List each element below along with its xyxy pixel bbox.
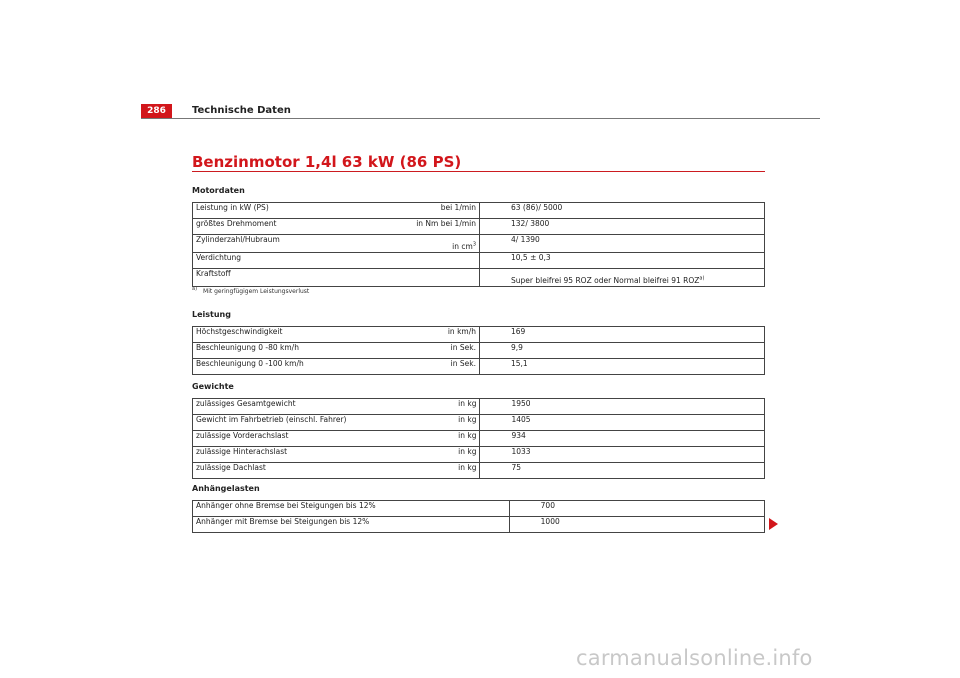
row-label: Anhänger mit Bremse bei Steigungen bis 12% <box>193 517 379 533</box>
row-value: 700 <box>509 501 764 517</box>
footnote-text: Mit geringfügigem Leistungsverlust <box>203 288 310 295</box>
row-label: Beschleunigung 0 -100 km/h <box>193 359 350 375</box>
unit-superscript: 3 <box>472 241 476 248</box>
table-row <box>193 343 765 359</box>
table-row <box>193 463 765 479</box>
row-label: Zylinderzahl/Hubraum <box>193 235 350 253</box>
table-motordaten <box>192 202 765 287</box>
table-row <box>193 203 765 219</box>
row-unit <box>379 517 510 533</box>
row-value: 9,9 <box>480 343 765 359</box>
table-row <box>193 327 765 343</box>
row-value: 1000 <box>509 517 764 533</box>
row-unit <box>349 253 480 269</box>
row-label: Gewicht im Fahrbetrieb (einschl. Fahrer) <box>193 415 350 431</box>
table-row <box>193 235 765 253</box>
row-value: 63 (86)/ 5000 <box>480 203 765 219</box>
watermark: carmanualsonline.info <box>576 646 813 670</box>
row-value: 10,5 ± 0,3 <box>480 253 765 269</box>
row-unit: in kg <box>349 431 480 447</box>
row-value: 169 <box>480 327 765 343</box>
row-value: 1950 <box>480 399 765 415</box>
row-value: 934 <box>480 431 765 447</box>
row-unit: in Sek. <box>349 343 480 359</box>
row-value: 75 <box>480 463 765 479</box>
unit-text: in cm <box>452 242 473 251</box>
row-unit: in kg <box>349 399 480 415</box>
running-title: Technische Daten <box>192 105 291 116</box>
row-value: 1033 <box>480 447 765 463</box>
footnote-marker: a) <box>192 286 198 292</box>
table-gewichte <box>192 398 765 479</box>
header-divider <box>141 118 820 119</box>
row-label: Verdichtung <box>193 253 350 269</box>
section-heading-gewichte: Gewichte <box>192 382 234 391</box>
table-anhaengelasten <box>192 500 765 533</box>
value-text: Super bleifrei 95 ROZ oder Normal bleifrei 91 ROZ <box>511 276 700 285</box>
row-value: 4/ 1390 <box>480 235 765 253</box>
row-unit: in kg <box>349 447 480 463</box>
row-label: Beschleunigung 0 -80 km/h <box>193 343 350 359</box>
row-label: zulässige Vorderachslast <box>193 431 350 447</box>
row-unit: bei 1/min <box>349 203 480 219</box>
row-value <box>480 269 765 287</box>
row-label: Leistung in kW (PS) <box>193 203 350 219</box>
row-value: 15,1 <box>480 359 765 375</box>
row-unit: in Sek. <box>349 359 480 375</box>
row-label: Höchstgeschwindigkeit <box>193 327 350 343</box>
table-row <box>193 501 765 517</box>
row-label: zulässige Dachlast <box>193 463 350 479</box>
footnote-marker: a) <box>699 275 705 282</box>
section-heading-leistung: Leistung <box>192 310 231 319</box>
section-heading-anhaengelasten: Anhängelasten <box>192 484 260 493</box>
triangle-right-icon[interactable] <box>769 518 778 530</box>
table-row <box>193 447 765 463</box>
row-unit: in km/h <box>349 327 480 343</box>
row-value: 1405 <box>480 415 765 431</box>
table-row <box>193 269 765 287</box>
row-label: Kraftstoff <box>193 269 350 287</box>
row-label: größtes Drehmoment <box>193 219 350 235</box>
row-label: zulässige Hinterachslast <box>193 447 350 463</box>
page-title: Benzinmotor 1,4l 63 kW (86 PS) <box>192 153 462 171</box>
page-number: 286 <box>141 104 172 118</box>
row-label: zulässiges Gesamtgewicht <box>193 399 350 415</box>
row-unit <box>349 235 480 253</box>
row-unit: in Nm bei 1/min <box>349 219 480 235</box>
row-label: Anhänger ohne Bremse bei Steigungen bis 12% <box>193 501 379 517</box>
table-row <box>193 253 765 269</box>
table-row <box>193 431 765 447</box>
row-unit: in kg <box>349 463 480 479</box>
row-unit <box>349 269 480 287</box>
row-value: 132/ 3800 <box>480 219 765 235</box>
table-row <box>193 517 765 533</box>
table-row <box>193 359 765 375</box>
title-divider <box>192 171 765 172</box>
row-unit: in kg <box>349 415 480 431</box>
table-row <box>193 399 765 415</box>
row-unit <box>379 501 510 517</box>
table-row <box>193 219 765 235</box>
section-heading-motordaten: Motordaten <box>192 186 245 195</box>
footnote <box>192 288 309 295</box>
table-leistung <box>192 326 765 375</box>
table-row <box>193 415 765 431</box>
